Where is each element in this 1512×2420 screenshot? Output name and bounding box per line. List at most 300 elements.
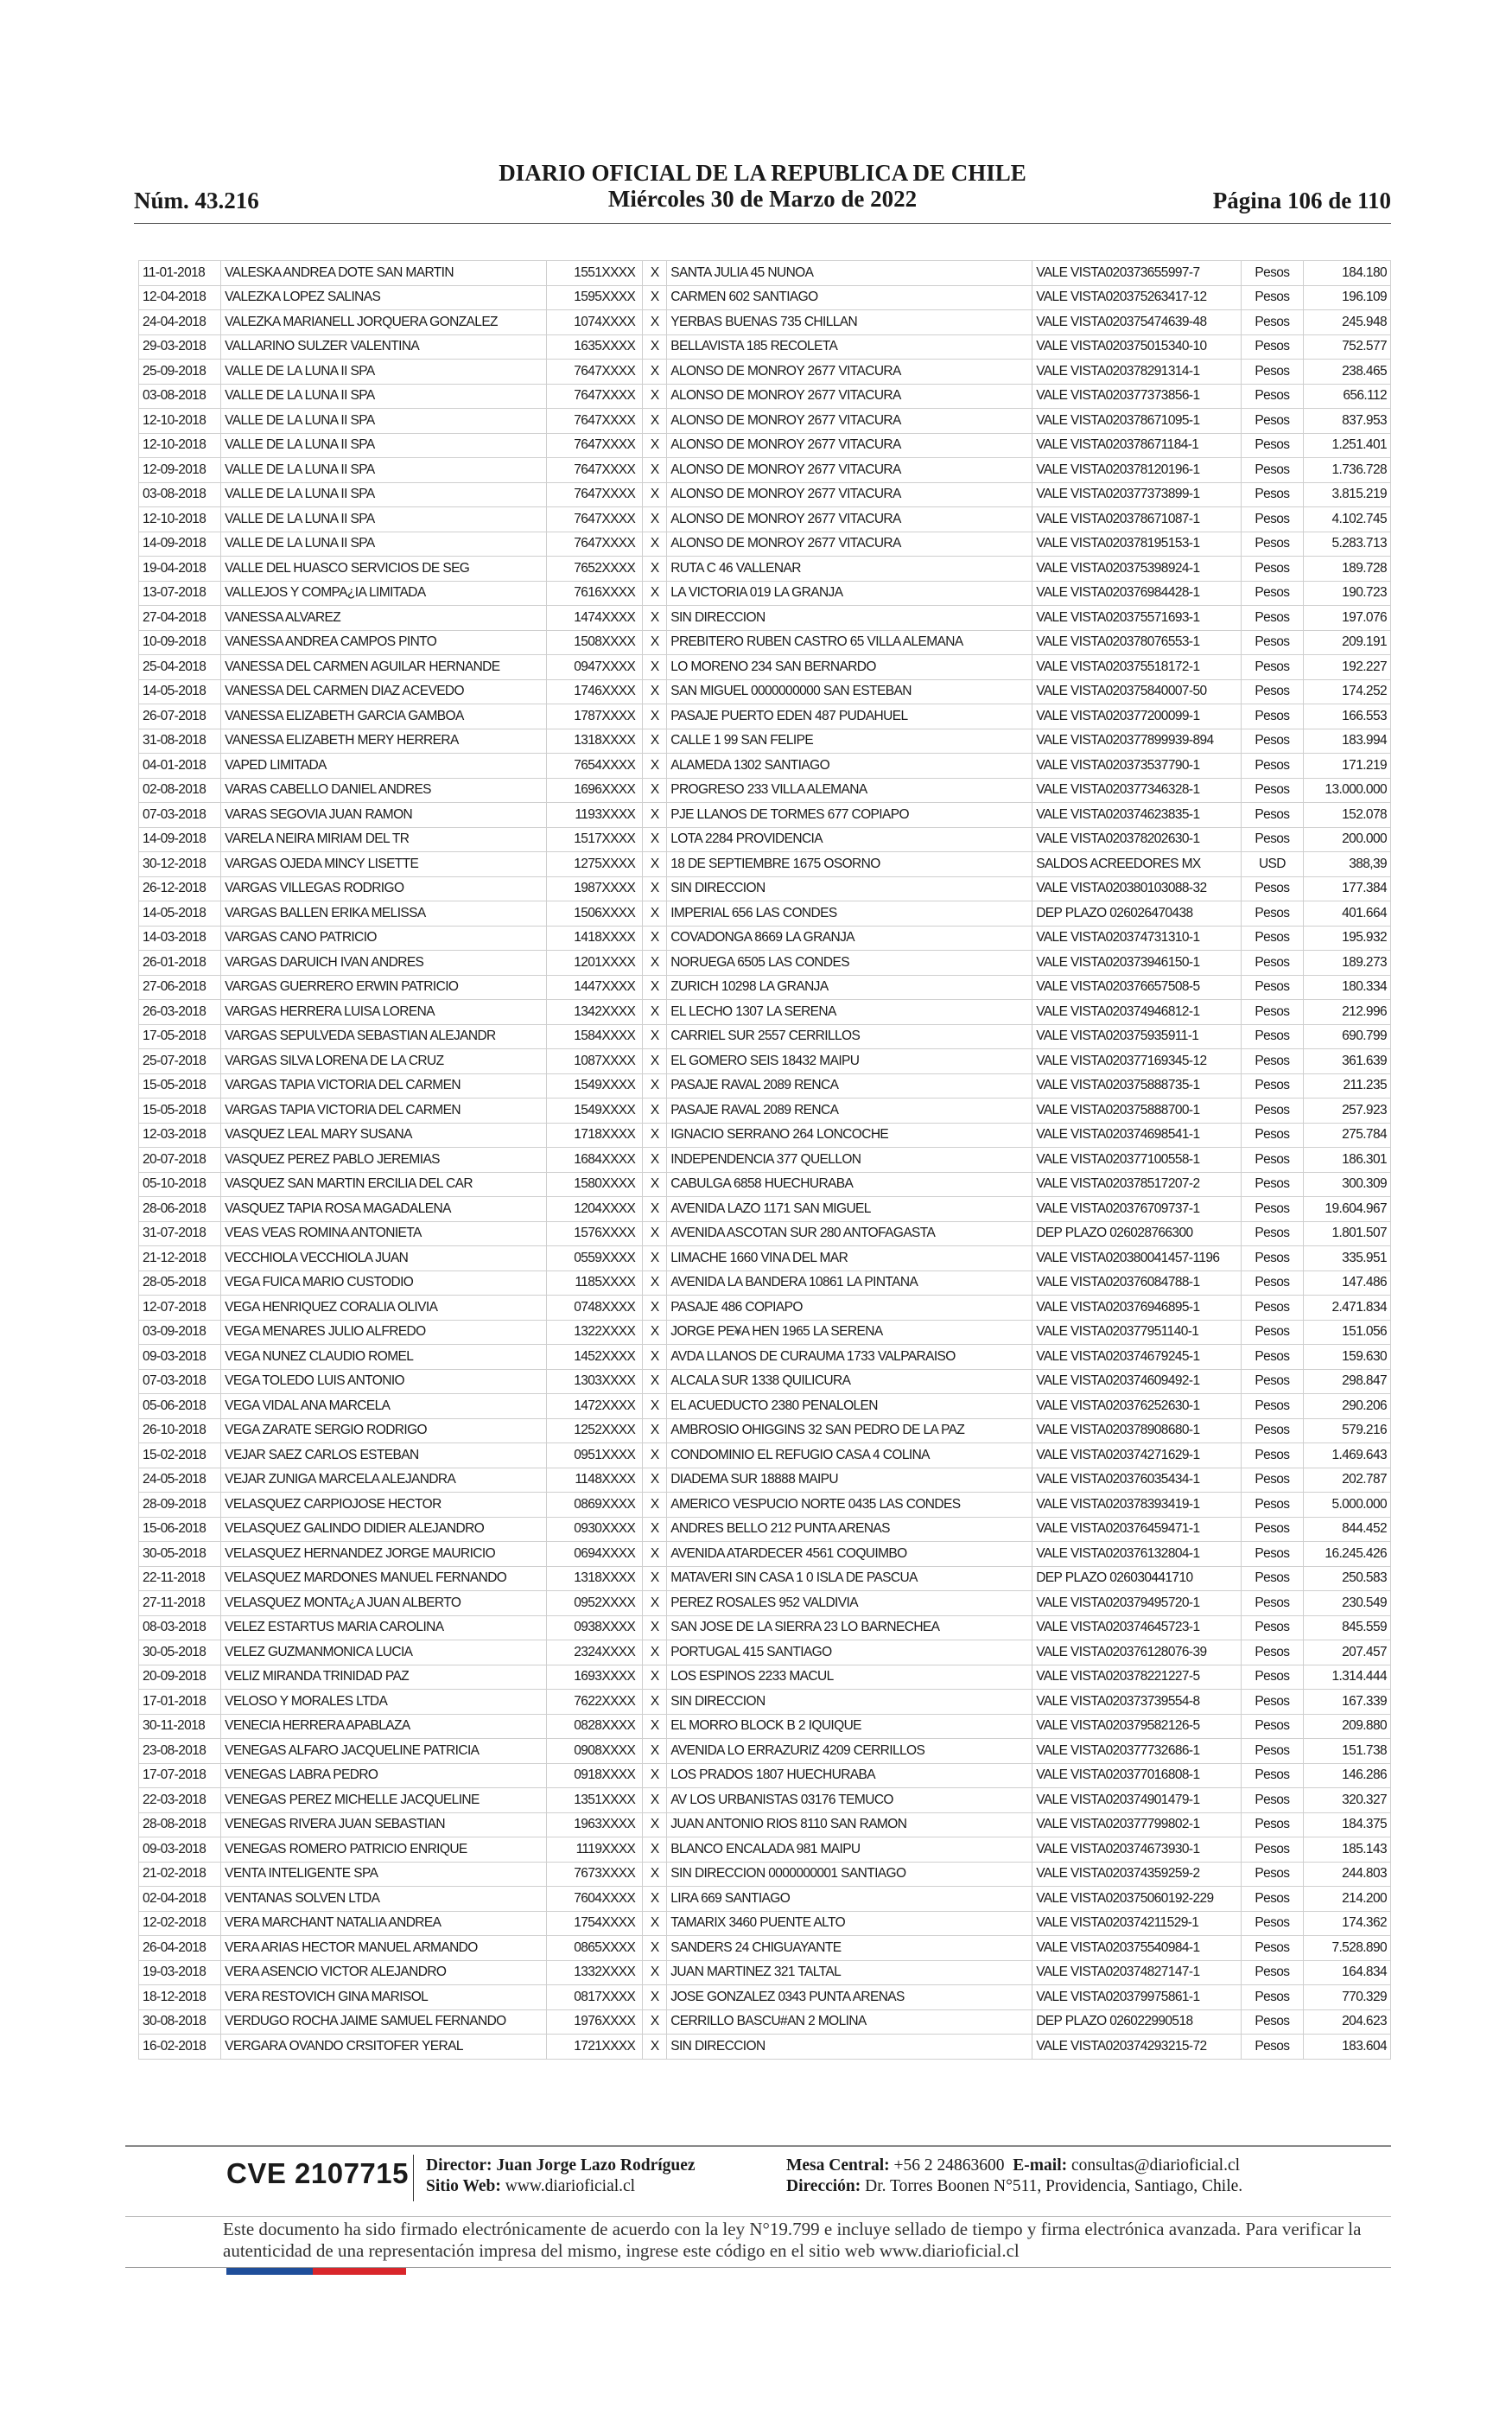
row-name: VELASQUEZ MARDONES MANUEL FERNANDO bbox=[221, 1566, 546, 1591]
table-row bbox=[139, 581, 1391, 606]
row-document: VALE VISTA020379975861-1 bbox=[1032, 1985, 1242, 2010]
row-amount: 19.604.967 bbox=[1303, 1197, 1390, 1222]
table-row bbox=[139, 1369, 1391, 1394]
row-amount: 1.251.401 bbox=[1303, 433, 1390, 458]
row-name: VENTA INTELIGENTE SPA bbox=[221, 1862, 546, 1887]
row-address: EL LECHO 1307 LA SERENA bbox=[667, 1000, 1032, 1025]
row-document: VALE VISTA020376984428-1 bbox=[1032, 581, 1242, 606]
row-mark: X bbox=[643, 1714, 667, 1739]
row-address: COVADONGA 8669 LA GRANJA bbox=[667, 926, 1032, 951]
page-number: Página 106 de 110 bbox=[1212, 188, 1391, 213]
row-currency: Pesos bbox=[1242, 1665, 1303, 1690]
table-row bbox=[139, 1172, 1391, 1197]
row-amount: 209.191 bbox=[1303, 630, 1390, 655]
row-currency: Pesos bbox=[1242, 334, 1303, 360]
row-address: JUAN MARTINEZ 321 TALTAL bbox=[667, 1960, 1032, 1985]
row-mark: X bbox=[643, 557, 667, 582]
row-address: TAMARIX 3460 PUENTE ALTO bbox=[667, 1911, 1032, 1936]
table-row bbox=[139, 951, 1391, 976]
row-amount: 275.784 bbox=[1303, 1123, 1390, 1148]
row-name: VALLE DE LA LUNA II SPA bbox=[221, 482, 546, 507]
row-amount: 13.000.000 bbox=[1303, 778, 1390, 803]
row-mark: X bbox=[643, 360, 667, 385]
row-document: DEP PLAZO 026026470438 bbox=[1032, 901, 1242, 927]
row-document: VALE VISTA020376946895-1 bbox=[1032, 1296, 1242, 1321]
row-date: 27-04-2018 bbox=[139, 606, 221, 631]
row-amount: 4.102.745 bbox=[1303, 507, 1390, 532]
row-address: AVENIDA LAZO 1171 SAN MIGUEL bbox=[667, 1197, 1032, 1222]
row-id: 0828XXXX bbox=[546, 1714, 643, 1739]
row-id: 1148XXXX bbox=[546, 1468, 643, 1493]
row-id: 7647XXXX bbox=[546, 532, 643, 557]
table-row bbox=[139, 1517, 1391, 1542]
row-id: 0947XXXX bbox=[546, 655, 643, 680]
row-address: AVENIDA ASCOTAN SUR 280 ANTOFAGASTA bbox=[667, 1221, 1032, 1246]
row-date: 15-05-2018 bbox=[139, 1099, 221, 1124]
row-mark: X bbox=[643, 1566, 667, 1591]
row-address: ZURICH 10298 LA GRANJA bbox=[667, 975, 1032, 1000]
email-link[interactable]: consultas@diarioficial.cl bbox=[1071, 2156, 1241, 2175]
row-mark: X bbox=[643, 1345, 667, 1370]
row-address: INDEPENDENCIA 377 QUELLON bbox=[667, 1148, 1032, 1173]
row-amount: 190.723 bbox=[1303, 581, 1390, 606]
table-row bbox=[139, 1024, 1391, 1049]
row-currency: Pesos bbox=[1242, 754, 1303, 779]
table-row bbox=[139, 1911, 1391, 1936]
row-mark: X bbox=[643, 1418, 667, 1443]
row-address: BLANCO ENCALADA 981 MAIPU bbox=[667, 1837, 1032, 1863]
row-id: 7647XXXX bbox=[546, 360, 643, 385]
row-address: LIRA 669 SANTIAGO bbox=[667, 1887, 1032, 1912]
row-name: VEJAR SAEZ CARLOS ESTEBAN bbox=[221, 1443, 546, 1468]
row-address: SIN DIRECCION bbox=[667, 2035, 1032, 2060]
row-amount: 320.327 bbox=[1303, 1788, 1390, 1813]
row-document: VALE VISTA020376035434-1 bbox=[1032, 1468, 1242, 1493]
row-mark: X bbox=[643, 2035, 667, 2060]
table-row bbox=[139, 1123, 1391, 1148]
row-date: 09-03-2018 bbox=[139, 1345, 221, 1370]
table-row bbox=[139, 679, 1391, 704]
row-date: 28-05-2018 bbox=[139, 1270, 221, 1296]
row-id: 1684XXXX bbox=[546, 1148, 643, 1173]
row-address: AMERICO VESPUCIO NORTE 0435 LAS CONDES bbox=[667, 1493, 1032, 1518]
row-id: 1746XXXX bbox=[546, 679, 643, 704]
row-id: 0559XXXX bbox=[546, 1246, 643, 1271]
row-date: 29-03-2018 bbox=[139, 334, 221, 360]
row-document: SALDOS ACREEDORES MX bbox=[1032, 852, 1242, 877]
row-name: VALLE DE LA LUNA II SPA bbox=[221, 433, 546, 458]
row-amount: 207.457 bbox=[1303, 1640, 1390, 1665]
row-id: 1472XXXX bbox=[546, 1394, 643, 1419]
row-id: 1452XXXX bbox=[546, 1345, 643, 1370]
row-mark: X bbox=[643, 1665, 667, 1690]
row-currency: Pesos bbox=[1242, 1985, 1303, 2010]
row-currency: Pesos bbox=[1242, 729, 1303, 754]
row-document: VALE VISTA020378120196-1 bbox=[1032, 458, 1242, 483]
row-currency: Pesos bbox=[1242, 1296, 1303, 1321]
row-mark: X bbox=[643, 532, 667, 557]
table-row bbox=[139, 1566, 1391, 1591]
row-date: 30-12-2018 bbox=[139, 852, 221, 877]
row-id: 1963XXXX bbox=[546, 1812, 643, 1837]
row-id: 1074XXXX bbox=[546, 310, 643, 335]
row-mark: X bbox=[643, 1024, 667, 1049]
row-name: VELEZ GUZMANMONICA LUCIA bbox=[221, 1640, 546, 1665]
row-document: VALE VISTA020380103088-32 bbox=[1032, 876, 1242, 901]
row-address: YERBAS BUENAS 735 CHILLAN bbox=[667, 310, 1032, 335]
row-currency: Pesos bbox=[1242, 384, 1303, 409]
row-document: VALE VISTA020375263417-12 bbox=[1032, 285, 1242, 310]
row-mark: X bbox=[643, 901, 667, 927]
row-address: LOS PRADOS 1807 HUECHURABA bbox=[667, 1763, 1032, 1788]
row-amount: 388,39 bbox=[1303, 852, 1390, 877]
row-document: VALE VISTA020374946812-1 bbox=[1032, 1000, 1242, 1025]
row-id: 1418XXXX bbox=[546, 926, 643, 951]
row-date: 30-08-2018 bbox=[139, 2009, 221, 2035]
row-id: 7647XXXX bbox=[546, 458, 643, 483]
row-currency: Pesos bbox=[1242, 1246, 1303, 1271]
row-document: VALE VISTA020376132804-1 bbox=[1032, 1542, 1242, 1567]
table-row bbox=[139, 1615, 1391, 1640]
issue-number: Núm. 43.216 bbox=[134, 188, 259, 213]
row-mark: X bbox=[643, 778, 667, 803]
row-mark: X bbox=[643, 630, 667, 655]
row-mark: X bbox=[643, 679, 667, 704]
row-document: VALE VISTA020374679245-1 bbox=[1032, 1345, 1242, 1370]
row-date: 28-06-2018 bbox=[139, 1197, 221, 1222]
row-address: CABULGA 6858 HUECHURABA bbox=[667, 1172, 1032, 1197]
table-row bbox=[139, 1099, 1391, 1124]
row-currency: Pesos bbox=[1242, 1099, 1303, 1124]
row-name: VERA ASENCIO VICTOR ALEJANDRO bbox=[221, 1960, 546, 1985]
row-currency: Pesos bbox=[1242, 532, 1303, 557]
row-currency: Pesos bbox=[1242, 1123, 1303, 1148]
row-document: VALE VISTA020379582126-5 bbox=[1032, 1714, 1242, 1739]
row-mark: X bbox=[643, 1468, 667, 1493]
row-mark: X bbox=[643, 1172, 667, 1197]
row-id: 1351XXXX bbox=[546, 1788, 643, 1813]
row-name: VALEZKA LOPEZ SALINAS bbox=[221, 285, 546, 310]
row-amount: 7.528.890 bbox=[1303, 1936, 1390, 1961]
table-row bbox=[139, 754, 1391, 779]
table-row bbox=[139, 1812, 1391, 1837]
row-name: VERA RESTOVICH GINA MARISOL bbox=[221, 1985, 546, 2010]
row-name: VERGARA OVANDO CRSITOFER YERAL bbox=[221, 2035, 546, 2060]
row-mark: X bbox=[643, 1837, 667, 1863]
row-document: VALE VISTA020375840007-50 bbox=[1032, 679, 1242, 704]
row-id: 1447XXXX bbox=[546, 975, 643, 1000]
table-row bbox=[139, 507, 1391, 532]
row-name: VARGAS SEPULVEDA SEBASTIAN ALEJANDR bbox=[221, 1024, 546, 1049]
row-name: VANESSA ANDREA CAMPOS PINTO bbox=[221, 630, 546, 655]
row-id: 1693XXXX bbox=[546, 1665, 643, 1690]
row-document: VALE VISTA020375571693-1 bbox=[1032, 606, 1242, 631]
row-id: 1976XXXX bbox=[546, 2009, 643, 2035]
row-id: 1517XXXX bbox=[546, 827, 643, 852]
row-document: VALE VISTA020373655997-7 bbox=[1032, 261, 1242, 286]
row-document: VALE VISTA020379495720-1 bbox=[1032, 1591, 1242, 1616]
row-name: VELASQUEZ MONTA¿A JUAN ALBERTO bbox=[221, 1591, 546, 1616]
table-row bbox=[139, 1960, 1391, 1985]
row-amount: 212.996 bbox=[1303, 1000, 1390, 1025]
row-name: VEGA MENARES JULIO ALFREDO bbox=[221, 1320, 546, 1345]
row-name: VARAS SEGOVIA JUAN RAMON bbox=[221, 803, 546, 828]
row-id: 1595XXXX bbox=[546, 285, 643, 310]
row-date: 26-10-2018 bbox=[139, 1418, 221, 1443]
row-document: VALE VISTA020378076553-1 bbox=[1032, 630, 1242, 655]
row-document: VALE VISTA020378671095-1 bbox=[1032, 409, 1242, 434]
row-mark: X bbox=[643, 1812, 667, 1837]
row-name: VARGAS HERRERA LUISA LORENA bbox=[221, 1000, 546, 1025]
row-currency: Pesos bbox=[1242, 581, 1303, 606]
row-address: LIMACHE 1660 VINA DEL MAR bbox=[667, 1246, 1032, 1271]
row-id: 2324XXXX bbox=[546, 1640, 643, 1665]
row-mark: X bbox=[643, 433, 667, 458]
row-document: VALE VISTA020375888700-1 bbox=[1032, 1099, 1242, 1124]
row-address: PASAJE PUERTO EDEN 487 PUDAHUEL bbox=[667, 704, 1032, 729]
row-mark: X bbox=[643, 1246, 667, 1271]
flag-stripe-red bbox=[313, 2268, 406, 2275]
row-mark: X bbox=[643, 1887, 667, 1912]
site-link[interactable]: www.diarioficial.cl bbox=[505, 2177, 636, 2195]
row-date: 30-11-2018 bbox=[139, 1714, 221, 1739]
row-document: VALE VISTA020375935911-1 bbox=[1032, 1024, 1242, 1049]
row-currency: Pesos bbox=[1242, 1566, 1303, 1591]
row-date: 28-08-2018 bbox=[139, 1812, 221, 1837]
row-date: 12-03-2018 bbox=[139, 1123, 221, 1148]
row-currency: Pesos bbox=[1242, 1270, 1303, 1296]
row-amount: 151.738 bbox=[1303, 1739, 1390, 1764]
row-address: CARRIEL SUR 2557 CERRILLOS bbox=[667, 1024, 1032, 1049]
row-amount: 230.549 bbox=[1303, 1591, 1390, 1616]
row-document: VALE VISTA020378671087-1 bbox=[1032, 507, 1242, 532]
email-label: E-mail: bbox=[1013, 2156, 1068, 2175]
row-amount: 164.834 bbox=[1303, 1960, 1390, 1985]
footer-divider bbox=[125, 2145, 1391, 2147]
row-name: VEGA TOLEDO LUIS ANTONIO bbox=[221, 1369, 546, 1394]
row-currency: Pesos bbox=[1242, 1640, 1303, 1665]
row-date: 20-09-2018 bbox=[139, 1665, 221, 1690]
row-document: VALE VISTA020374698541-1 bbox=[1032, 1123, 1242, 1148]
row-name: VEGA HENRIQUEZ CORALIA OLIVIA bbox=[221, 1296, 546, 1321]
row-address: EL ACUEDUCTO 2380 PENALOLEN bbox=[667, 1394, 1032, 1419]
row-id: 7647XXXX bbox=[546, 482, 643, 507]
row-name: VENTANAS SOLVEN LTDA bbox=[221, 1887, 546, 1912]
row-currency: Pesos bbox=[1242, 1591, 1303, 1616]
row-address: JUAN ANTONIO RIOS 8110 SAN RAMON bbox=[667, 1812, 1032, 1837]
row-date: 12-10-2018 bbox=[139, 507, 221, 532]
row-name: VANESSA ELIZABETH GARCIA GAMBOA bbox=[221, 704, 546, 729]
row-address: NORUEGA 6505 LAS CONDES bbox=[667, 951, 1032, 976]
row-currency: Pesos bbox=[1242, 926, 1303, 951]
row-currency: Pesos bbox=[1242, 1615, 1303, 1640]
row-currency: Pesos bbox=[1242, 1049, 1303, 1074]
row-amount: 196.109 bbox=[1303, 285, 1390, 310]
row-id: 1119XXXX bbox=[546, 1837, 643, 1863]
row-date: 19-03-2018 bbox=[139, 1960, 221, 1985]
director-label: Director: bbox=[426, 2156, 492, 2175]
row-mark: X bbox=[643, 1000, 667, 1025]
row-date: 07-03-2018 bbox=[139, 803, 221, 828]
row-amount: 209.880 bbox=[1303, 1714, 1390, 1739]
row-currency: Pesos bbox=[1242, 1148, 1303, 1173]
row-id: 1584XXXX bbox=[546, 1024, 643, 1049]
row-id: 1303XXXX bbox=[546, 1369, 643, 1394]
row-id: 0908XXXX bbox=[546, 1739, 643, 1764]
table-row bbox=[139, 704, 1391, 729]
row-date: 30-05-2018 bbox=[139, 1640, 221, 1665]
table-row bbox=[139, 1073, 1391, 1099]
row-date: 20-07-2018 bbox=[139, 1148, 221, 1173]
row-id: 1987XXXX bbox=[546, 876, 643, 901]
row-document: VALE VISTA020378195153-1 bbox=[1032, 532, 1242, 557]
row-date: 05-06-2018 bbox=[139, 1394, 221, 1419]
row-currency: Pesos bbox=[1242, 1542, 1303, 1567]
row-id: 1635XXXX bbox=[546, 334, 643, 360]
row-name: VEGA ZARATE SERGIO RODRIGO bbox=[221, 1418, 546, 1443]
row-currency: Pesos bbox=[1242, 1369, 1303, 1394]
row-currency: Pesos bbox=[1242, 1000, 1303, 1025]
row-mark: X bbox=[643, 482, 667, 507]
row-amount: 250.583 bbox=[1303, 1566, 1390, 1591]
row-document: VALE VISTA020375518172-1 bbox=[1032, 655, 1242, 680]
site-label: Sitio Web: bbox=[426, 2177, 501, 2195]
table-row bbox=[139, 482, 1391, 507]
row-id: 1332XXXX bbox=[546, 1960, 643, 1985]
row-amount: 174.252 bbox=[1303, 679, 1390, 704]
row-date: 25-07-2018 bbox=[139, 1049, 221, 1074]
table-row bbox=[139, 926, 1391, 951]
row-mark: X bbox=[643, 1763, 667, 1788]
row-amount: 690.799 bbox=[1303, 1024, 1390, 1049]
row-document: VALE VISTA020374827147-1 bbox=[1032, 1960, 1242, 1985]
row-id: 0869XXXX bbox=[546, 1493, 643, 1518]
row-document: VALE VISTA020377169345-12 bbox=[1032, 1049, 1242, 1074]
row-amount: 183.604 bbox=[1303, 2035, 1390, 2060]
row-mark: X bbox=[643, 1148, 667, 1173]
row-id: 0865XXXX bbox=[546, 1936, 643, 1961]
row-amount: 185.143 bbox=[1303, 1837, 1390, 1863]
row-document: VALE VISTA020376252630-1 bbox=[1032, 1394, 1242, 1419]
row-date: 23-08-2018 bbox=[139, 1739, 221, 1764]
row-name: VELASQUEZ GALINDO DIDIER ALEJANDRO bbox=[221, 1517, 546, 1542]
row-name: VERDUGO ROCHA JAIME SAMUEL FERNANDO bbox=[221, 2009, 546, 2035]
row-address: PROGRESO 233 VILLA ALEMANA bbox=[667, 778, 1032, 803]
row-date: 26-01-2018 bbox=[139, 951, 221, 976]
row-document: VALE VISTA020376084788-1 bbox=[1032, 1270, 1242, 1296]
row-name: VARGAS TAPIA VICTORIA DEL CARMEN bbox=[221, 1073, 546, 1099]
table-row bbox=[139, 1270, 1391, 1296]
records-table-body bbox=[139, 261, 1391, 2060]
row-address: JOSE GONZALEZ 0343 PUNTA ARENAS bbox=[667, 1985, 1032, 2010]
row-id: 7647XXXX bbox=[546, 433, 643, 458]
row-address: LA VICTORIA 019 LA GRANJA bbox=[667, 581, 1032, 606]
row-id: 7647XXXX bbox=[546, 409, 643, 434]
row-document: VALE VISTA020374271629-1 bbox=[1032, 1443, 1242, 1468]
row-mark: X bbox=[643, 1394, 667, 1419]
row-date: 12-10-2018 bbox=[139, 433, 221, 458]
row-name: VEGA VIDAL ANA MARCELA bbox=[221, 1394, 546, 1419]
row-name: VALLE DE LA LUNA II SPA bbox=[221, 360, 546, 385]
row-id: 1549XXXX bbox=[546, 1073, 643, 1099]
row-amount: 244.803 bbox=[1303, 1862, 1390, 1887]
row-amount: 167.339 bbox=[1303, 1690, 1390, 1715]
row-date: 22-11-2018 bbox=[139, 1566, 221, 1591]
row-name: VALLE DE LA LUNA II SPA bbox=[221, 409, 546, 434]
row-name: VARGAS OJEDA MINCY LISETTE bbox=[221, 852, 546, 877]
row-date: 26-04-2018 bbox=[139, 1936, 221, 1961]
row-document: VALE VISTA020378221227-5 bbox=[1032, 1665, 1242, 1690]
table-row bbox=[139, 1542, 1391, 1567]
table-row bbox=[139, 1246, 1391, 1271]
row-date: 14-09-2018 bbox=[139, 532, 221, 557]
row-amount: 2.471.834 bbox=[1303, 1296, 1390, 1321]
table-row bbox=[139, 1049, 1391, 1074]
row-address: SANDERS 24 CHIGUAYANTE bbox=[667, 1936, 1032, 1961]
row-currency: Pesos bbox=[1242, 803, 1303, 828]
row-date: 03-08-2018 bbox=[139, 384, 221, 409]
row-currency: Pesos bbox=[1242, 679, 1303, 704]
row-name: VARGAS CANO PATRICIO bbox=[221, 926, 546, 951]
row-name: VEJAR ZUNIGA MARCELA ALEJANDRA bbox=[221, 1468, 546, 1493]
row-id: 1275XXXX bbox=[546, 852, 643, 877]
table-row bbox=[139, 261, 1391, 286]
row-address: AMBROSIO OHIGGINS 32 SAN PEDRO DE LA PAZ bbox=[667, 1418, 1032, 1443]
row-currency: Pesos bbox=[1242, 1714, 1303, 1739]
row-currency: Pesos bbox=[1242, 606, 1303, 631]
row-id: 1718XXXX bbox=[546, 1123, 643, 1148]
row-currency: Pesos bbox=[1242, 975, 1303, 1000]
row-document: DEP PLAZO 026030441710 bbox=[1032, 1566, 1242, 1591]
row-mark: X bbox=[643, 1270, 667, 1296]
row-id: 0938XXXX bbox=[546, 1615, 643, 1640]
row-date: 15-06-2018 bbox=[139, 1517, 221, 1542]
table-row bbox=[139, 384, 1391, 409]
table-row bbox=[139, 803, 1391, 828]
table-row bbox=[139, 360, 1391, 385]
row-mark: X bbox=[643, 1591, 667, 1616]
row-mark: X bbox=[643, 458, 667, 483]
row-id: 0817XXXX bbox=[546, 1985, 643, 2010]
row-address: CARMEN 602 SANTIAGO bbox=[667, 285, 1032, 310]
row-address: SIN DIRECCION bbox=[667, 876, 1032, 901]
table-row bbox=[139, 285, 1391, 310]
row-document: VALE VISTA020375888735-1 bbox=[1032, 1073, 1242, 1099]
row-name: VASQUEZ SAN MARTIN ERCILIA DEL CAR bbox=[221, 1172, 546, 1197]
row-date: 31-07-2018 bbox=[139, 1221, 221, 1246]
row-date: 26-03-2018 bbox=[139, 1000, 221, 1025]
row-address: AVDA LLANOS DE CURAUMA 1733 VALPARAISO bbox=[667, 1345, 1032, 1370]
row-name: VASQUEZ TAPIA ROSA MAGADALENA bbox=[221, 1197, 546, 1222]
row-document: VALE VISTA020378908680-1 bbox=[1032, 1418, 1242, 1443]
row-name: VELOSO Y MORALES LTDA bbox=[221, 1690, 546, 1715]
row-document: VALE VISTA020377016808-1 bbox=[1032, 1763, 1242, 1788]
row-date: 08-03-2018 bbox=[139, 1615, 221, 1640]
table-row bbox=[139, 1296, 1391, 1321]
row-document: VALE VISTA020374359259-2 bbox=[1032, 1862, 1242, 1887]
row-address: SAN JOSE DE LA SIERRA 23 LO BARNECHEA bbox=[667, 1615, 1032, 1640]
row-mark: X bbox=[643, 334, 667, 360]
row-id: 7652XXXX bbox=[546, 557, 643, 582]
row-amount: 211.235 bbox=[1303, 1073, 1390, 1099]
row-address: EL MORRO BLOCK B 2 IQUIQUE bbox=[667, 1714, 1032, 1739]
row-id: 1342XXXX bbox=[546, 1000, 643, 1025]
row-amount: 214.200 bbox=[1303, 1887, 1390, 1912]
row-document: VALE VISTA020374293215-72 bbox=[1032, 2035, 1242, 2060]
row-amount: 177.384 bbox=[1303, 876, 1390, 901]
row-document: VALE VISTA020373537790-1 bbox=[1032, 754, 1242, 779]
row-document: VALE VISTA020376128076-39 bbox=[1032, 1640, 1242, 1665]
